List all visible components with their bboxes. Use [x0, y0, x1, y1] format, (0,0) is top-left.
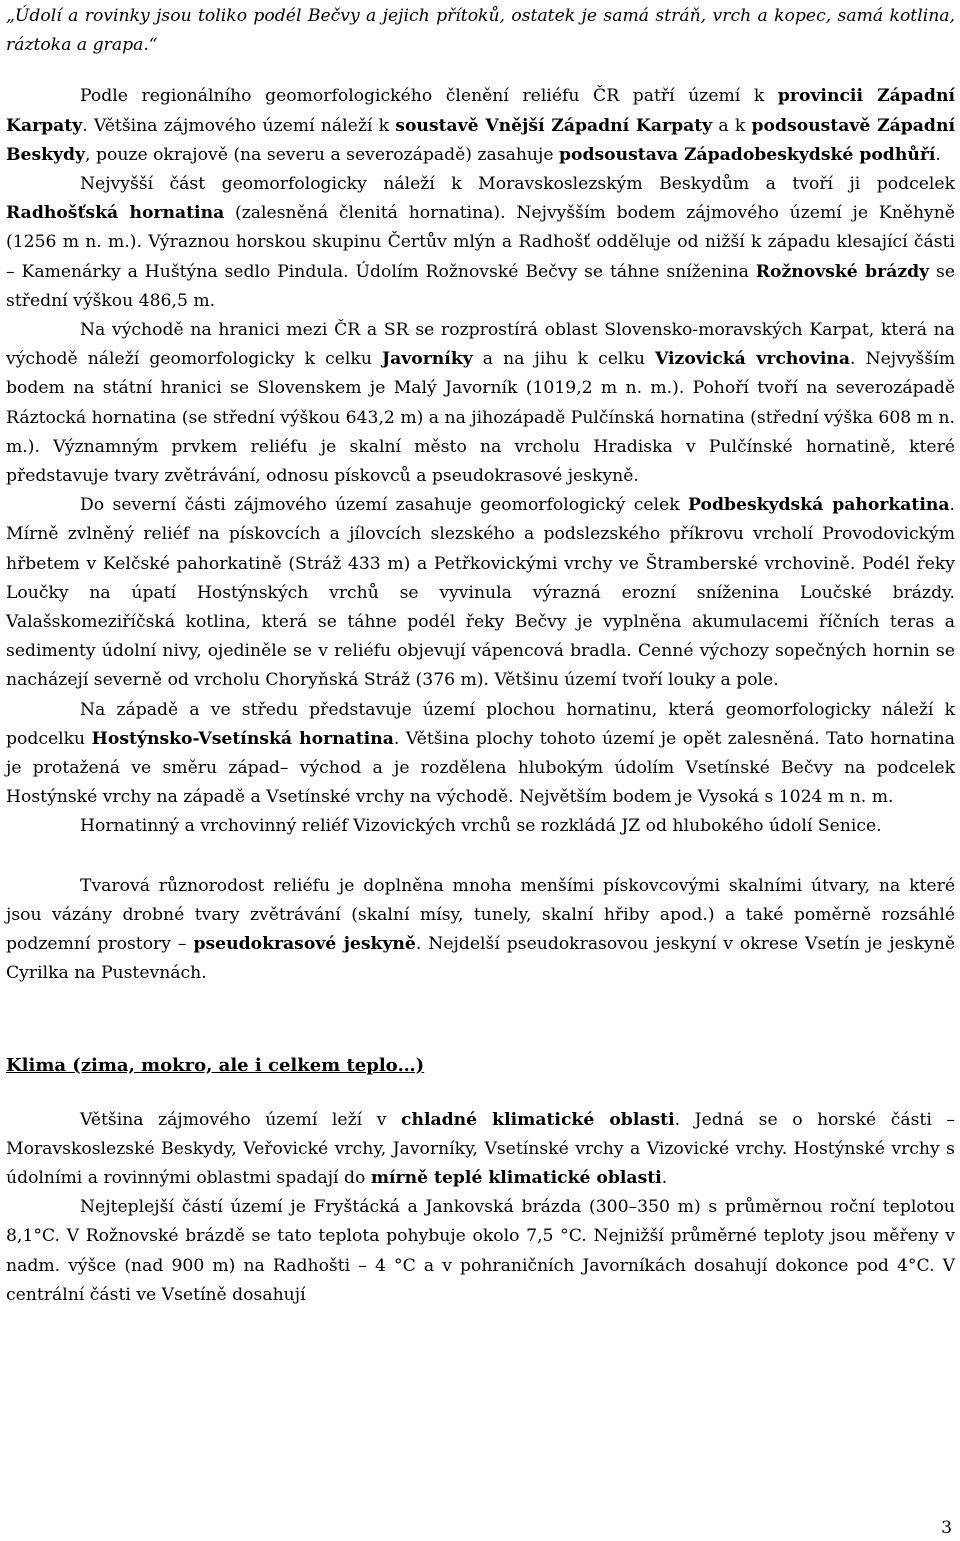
term-mirne-tepla-oblast: mírně teplé klimatické oblasti	[370, 1167, 662, 1188]
term-podbeskydska-pahorkatina: Podbeskydská pahorkatina	[688, 495, 950, 516]
paragraph-vizovicke-vrchy: Hornatinný a vrchovinný reliéf Vizovických vrchů se rozkládá JZ od hlubokého údolí Senice.	[80, 816, 882, 837]
paragraph-radhost: Nejvyšší část geomorfologicky náleží k Moravskoslezským Beskydům a tvoří ji podcelek Radhošťská hornatina (zalesněná členitá hornatina). Nejvyšším bodem zájmového území je Kněhyně (1256 m n. m.). Výraznou horskou skupinu Čertův mlýn a Radhošť odděluje od nižší k západu klesající části – Kamenárky a Huštýna sedlo Pindula. Údolím Rožnovské Bečvy se táhne sníženina Rožnovské brázdy se střední výškou 486,5 m.	[6, 174, 956, 311]
term-vizovicka-vrchovina: Vizovická vrchovina	[655, 349, 851, 370]
paragraph-klima-oblasti: Většina zájmového území leží v chladné klimatické oblasti. Jedná se o horské části – Moravskoslezské Beskydy, Veřovické vrchy, Javorníky, Vsetínské vrchy a Vizovické vrchy. Hostýnské vrchy s údolními a rovinnými oblastmi spadají do mírně teplé klimatické oblasti.	[6, 1109, 955, 1188]
term-chladna-oblast: chladné klimatické oblasti	[401, 1109, 675, 1130]
term-roznovske-brazdy: Rožnovské brázdy	[755, 261, 930, 282]
paragraph-hostynsko-vsetinska: Na západě a ve středu představuje území plochou hornatinu, která geomorfologicky náleží k podcelku Hostýnsko-Vsetínská hornatina. Většina plochy tohoto území je opět zalesněná. Tato hornatina je protažená ve směru západ– východ a je rozdělena hlubokým údolím Vsetínské Bečvy na podcelek Hostýnské vrchy na západě a Vsetínské vrchy na východě. Největším bodem je Vysoká s 1024 m n. m.	[6, 699, 955, 808]
document-page	[6, 2, 955, 1310]
term-radhostska-hornatina: Radhošťská hornatina	[6, 203, 225, 224]
paragraph-relief-provinces: Podle regionálního geomorfologického členění reliéfu ČR patří území k provincii Západní Karpaty. Většina zájmového území náleží k soustavě Vnější Západní Karpaty a k podsoustavě Západní Beskydy, pouze okrajově (na severu a severozápadě) zasahuje podsoustava Západobeskydské podhůří.	[6, 86, 955, 165]
term-provincie: provincii Západní Karpaty	[6, 86, 955, 136]
term-javorniky: Javorníky	[382, 349, 473, 370]
term-podsoustava-podhuri: podsoustava Západobeskydské podhůří	[558, 144, 936, 165]
term-soustava: soustavě Vnější Západní Karpaty	[395, 115, 713, 136]
paragraph-javorniky: Na východě na hranici mezi ČR a SR se rozprostírá oblast Slovensko-moravských Karpat, která na východě náleží geomorfologicky k celku Javorníky a na jihu k celku Vizovická vrchovina. Nejvyšším bodem na státní hranici se Slovenskem je Malý Javorník (1019,2 m n. m.). Pohoří tvoří na severozápadě Ráztocká hornatina (se střední výškou 643,2 m) a na jihozápadě Pulčínská hornatina (střední výška 608 m n. m.). Významným prvkem reliéfu je skalní město na vrcholu Hradiska v Pulčínské hornatině, které představuje tvary zvětrávání, odnosu pískovců a pseudokrasové jeskyně.	[6, 320, 955, 487]
term-hostynsko-vsetinska-hornatina: Hostýnsko-Vsetínská hornatina	[91, 728, 394, 749]
intro-quote: „Údolí a rovinky jsou toliko podél Bečvy a jejich přítoků, ostatek je samá stráň, vrch a kopec, samá kotlina, ráztoka a grapa.“	[6, 6, 955, 56]
term-pseudokrasove-jeskyne: pseudokrasové jeskyně	[193, 934, 416, 955]
paragraph-podbeskydska: Do severní části zájmového území zasahuje geomorfologický celek Podbeskydská pahorkatina. Mírně zvlněný reliéf na pískovcích a jílovcích slezského a podslezského příkrovu vrcholí Provodovickým hřbetem v Kelčské pahorkatině (Stráž 433 m) a Petřkovickými vrchy ve Štramberské vrchovině. Podél řeky Loučky na úpatí Hostýnských vrchů se vyvinula výrazná erozní sníženina Loučské brázdy. Valašskomeziříčská kotlina, která se táhne podél řeky Bečvy je vyplněna akumulacemi říčních teras a sedimenty údolní nivy, ojediněle se v reliéfu objevují vápencová bradla. Cenné výchozy sopečných hornin se nacházejí severně od vrcholu Choryňská Stráž (376 m). Většinu území tvoří louky a pole.	[6, 495, 955, 691]
paragraph-pseudokras: Tvarová různorodost reliéfu je doplněna mnoha menšími pískovcovými skalními útvary, na které jsou vázány drobné tvary zvětrávání (skalní mísy, tunely, skalní hřiby apod.) a také poměrně rozsáhlé podzemní prostory – pseudokrasové jeskyně. Nejdelší pseudokrasovou jeskyní v okrese Vsetín je jeskyně Cyrilka na Pustevnách.	[6, 875, 955, 984]
paragraph-teploty: Nejteplejší částí území je Fryštácká a Jankovská brázda (300–350 m) s průměrnou roční teplotou 8,1°C. V Rožnovské brázdě se tato teplota pohybuje okolo 7,5 °C. Nejnižší průměrné teploty jsou měřeny v nadm. výšce (nad 900 m) na Radhošti – 4 °C a v pohraničních Javorníkách dosahují dokonce pod 4°C. V centrální části ve Vsetíně dosahují	[6, 1197, 955, 1305]
page-number: 3	[941, 1518, 952, 1538]
section-heading-klima: Klima (zima, mokro, ale i celkem teplo…)	[6, 1054, 425, 1076]
term-podsoustava-beskydy: podsoustavě Západní Beskydy	[6, 115, 955, 165]
